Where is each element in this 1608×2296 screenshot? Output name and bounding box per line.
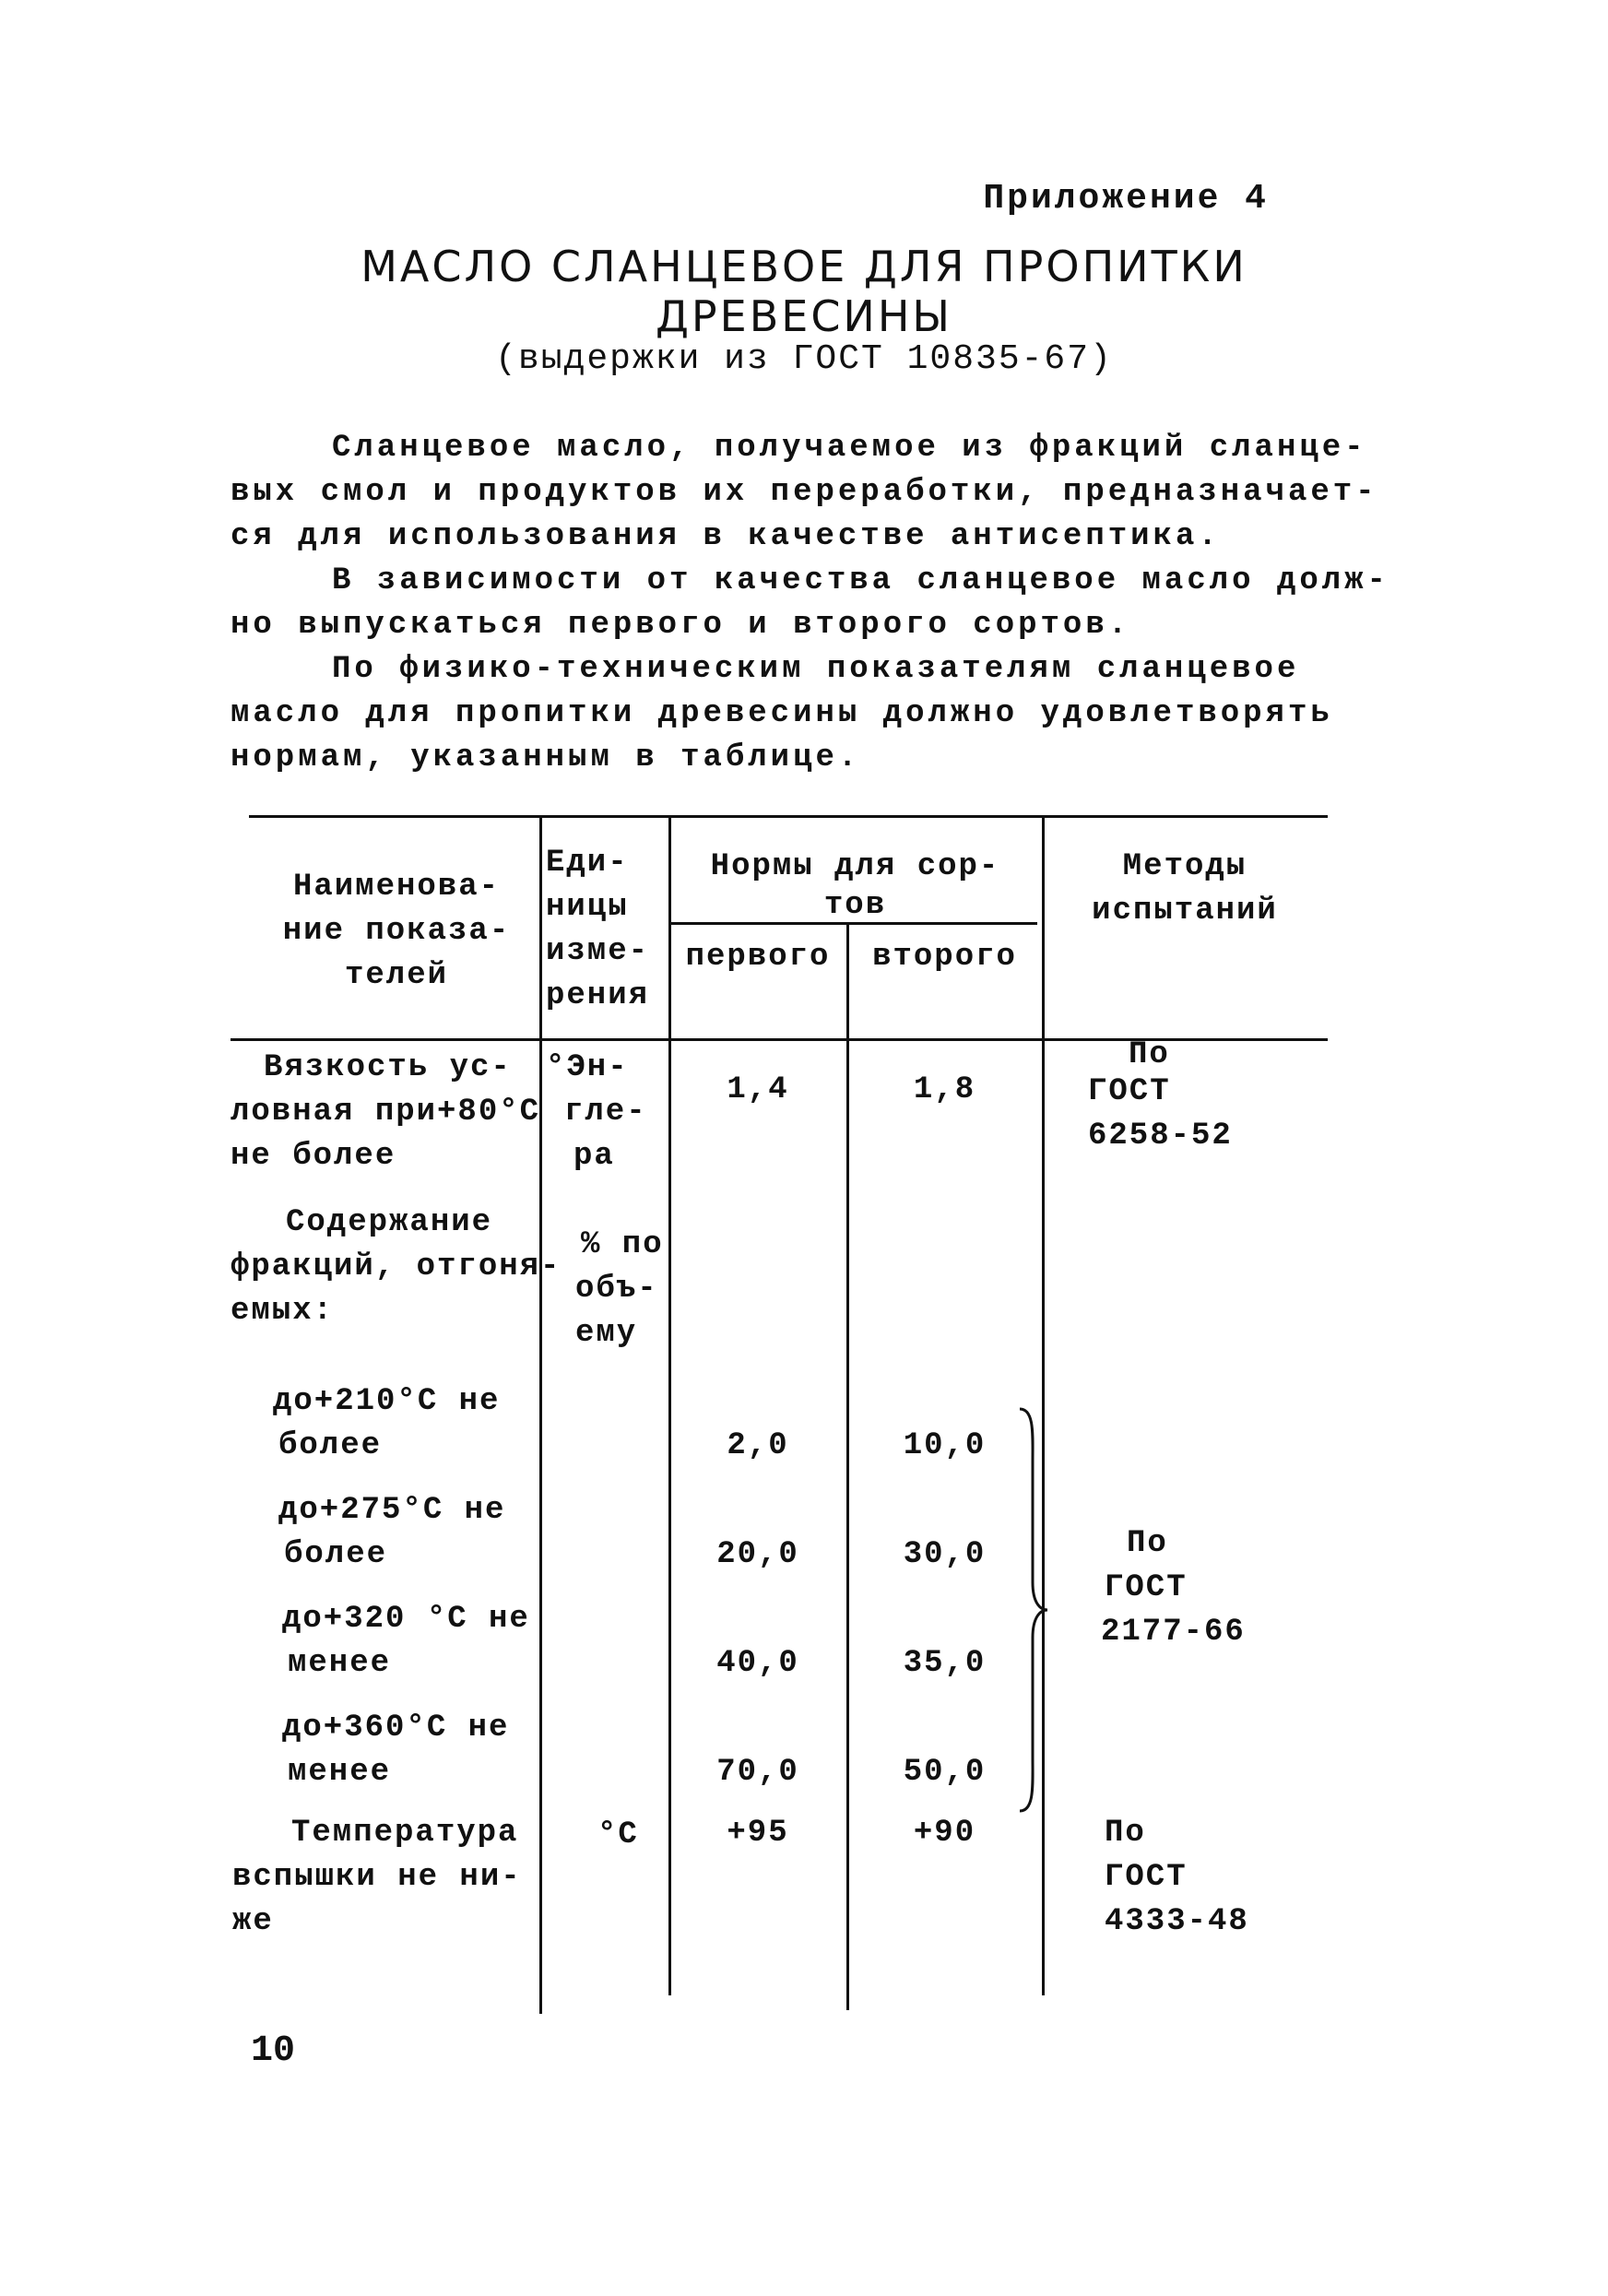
t210-first: 2,0 [727, 1428, 789, 1463]
t360-name-line2: менее [288, 1755, 392, 1790]
table-col-divider-3 [846, 922, 849, 2010]
header-units-line2: ницы [546, 890, 629, 925]
document-title-line1: МАСЛО СЛАНЦЕВОЕ ДЛЯ ПРОПИТКИ [361, 242, 1247, 291]
header-norms-line1: Нормы для сор- [710, 849, 1000, 884]
t360-name-line1: до+360°С не [282, 1710, 510, 1746]
t275-second: 30,0 [903, 1537, 987, 1572]
viscosity-unit-line1: °Эн- [546, 1050, 629, 1085]
table-top-rule [249, 815, 1328, 818]
viscosity-method-line3: 6258-52 [1088, 1118, 1233, 1154]
t320-second: 35,0 [903, 1646, 987, 1681]
document-subtitle: (выдержки из ГОСТ 10835-67) [495, 339, 1113, 379]
viscosity-unit-line3: ра [573, 1139, 615, 1174]
header-methods-line2: испытаний [1092, 894, 1278, 929]
viscosity-method-line1: По [1129, 1037, 1170, 1072]
header-methods-line1: Методы [1122, 849, 1247, 884]
header-first-grade: первого [685, 940, 831, 975]
curly-brace-icon [1014, 1407, 1051, 1813]
header-name-line3: телей [344, 958, 449, 993]
t275-first: 20,0 [716, 1537, 799, 1572]
fractions-method-line2: ГОСТ [1105, 1570, 1188, 1605]
t275-name-line2: более [284, 1537, 388, 1572]
t320-first: 40,0 [716, 1646, 799, 1681]
viscosity-name-line1: Вязкость ус- [264, 1050, 512, 1085]
header-name-line1: Наименова- [292, 870, 501, 905]
table-col-divider-1 [539, 815, 542, 2014]
viscosity-unit-line2: гле- [564, 1095, 647, 1130]
document-title-line2: ДРЕВЕСИНЫ [655, 291, 953, 341]
flash-first: +95 [727, 1816, 789, 1851]
flash-name-line2: вспышки не ни- [232, 1860, 522, 1895]
fractions-unit-line2: объ- [575, 1272, 658, 1307]
header-units-line4: рения [546, 978, 650, 1013]
paragraph-3-line3: нормам, указанным в таблице. [231, 740, 861, 775]
paragraph-3-line1: По физико-техническим показателям сланцевое [332, 652, 1300, 687]
paragraph-2-line1: В зависимости от качества сланцевое масло долж- [332, 563, 1389, 598]
viscosity-second: 1,8 [913, 1072, 976, 1107]
fractions-name-line2: фракций, отгоня- [231, 1249, 562, 1284]
viscosity-first: 1,4 [727, 1072, 789, 1107]
t320-name-line2: менее [288, 1646, 392, 1681]
flash-second: +90 [913, 1816, 976, 1851]
fractions-method-line3: 2177-66 [1101, 1615, 1246, 1650]
fractions-name-line1: Содержание [286, 1205, 493, 1240]
paragraph-1-line3: ся для использования в качестве антисептика. [231, 519, 1221, 554]
header-norms-line2: тов [823, 888, 887, 923]
fractions-method-line1: По [1127, 1526, 1168, 1561]
fractions-name-line3: емых: [231, 1294, 335, 1329]
viscosity-name-line3: не более [231, 1139, 396, 1174]
appendix-label: Приложение 4 [983, 179, 1269, 219]
page-number: 10 [251, 2030, 296, 2072]
fractions-unit-line1: % по [581, 1227, 664, 1262]
flash-method-line1: По [1105, 1816, 1146, 1851]
table-col-divider-4 [1042, 815, 1045, 1995]
flash-unit: °С [597, 1817, 639, 1852]
header-units-line3: изме- [546, 934, 650, 969]
t275-name-line1: до+275°С не [278, 1493, 506, 1528]
flash-name-line3: же [232, 1904, 274, 1939]
paragraph-2-line2: но выпускаться первого и второго сортов. [231, 608, 1131, 643]
t210-name-line2: более [278, 1428, 383, 1463]
t360-second: 50,0 [903, 1755, 987, 1790]
viscosity-method-line2: ГОСТ [1088, 1074, 1171, 1109]
paragraph-1-line2: вых смол и продуктов их переработки, предназначает- [231, 475, 1378, 510]
viscosity-name-line2: ловная при+80°С [231, 1095, 541, 1130]
flash-method-line3: 4333-48 [1105, 1904, 1249, 1939]
flash-method-line2: ГОСТ [1105, 1860, 1188, 1895]
t210-second: 10,0 [903, 1428, 987, 1463]
paragraph-3-line2: масло для пропитки древесины должно удовлетворять [231, 696, 1333, 731]
t210-name-line1: до+210°С не [273, 1384, 501, 1419]
fractions-unit-line3: ему [575, 1316, 638, 1351]
header-second-grade: второго [872, 940, 1017, 975]
t320-name-line1: до+320 °С не [282, 1602, 530, 1637]
flash-name-line1: Температура [291, 1816, 519, 1851]
header-name-line2: ние показа- [282, 914, 511, 949]
header-units-line1: Еди- [546, 846, 629, 881]
t360-first: 70,0 [716, 1755, 799, 1790]
paragraph-1-line1: Сланцевое масло, получаемое из фракций сланце- [332, 431, 1367, 466]
